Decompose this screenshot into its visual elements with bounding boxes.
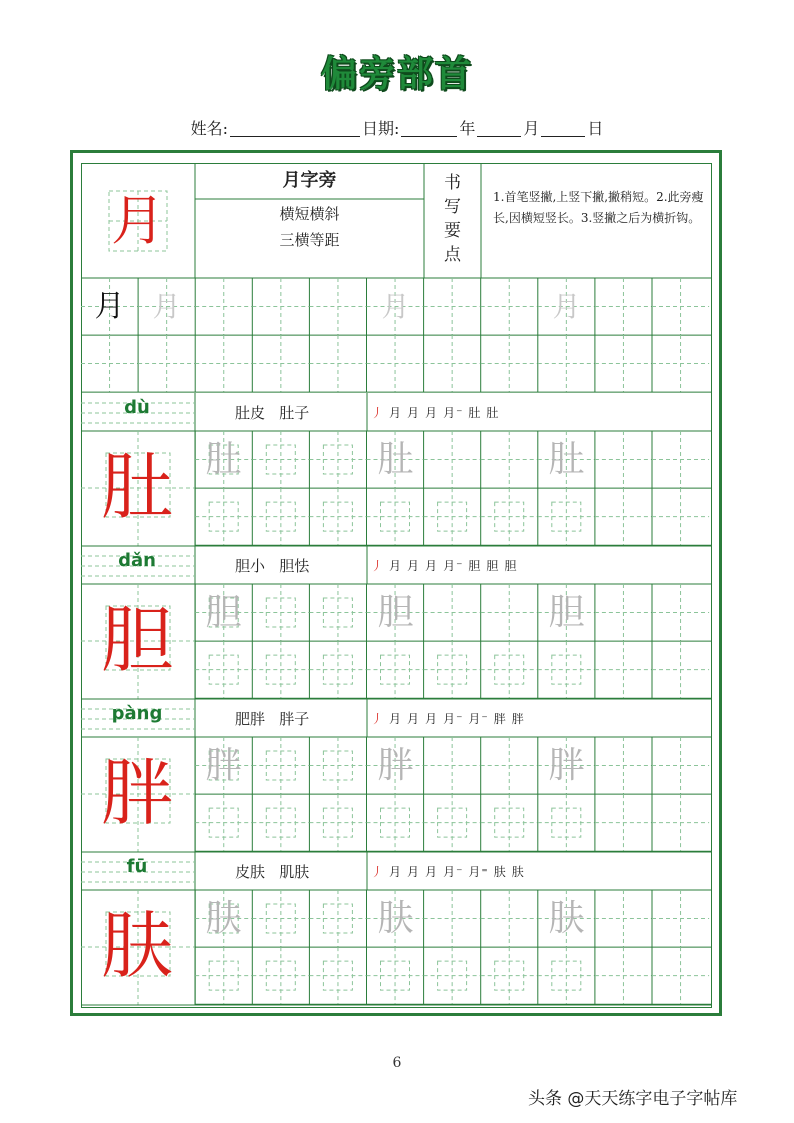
trace-char: 月 [552, 290, 581, 323]
trace-char: 肚 [377, 439, 414, 480]
example-words: 皮肤 肌肤 [235, 863, 310, 881]
stroke-step: 月 [425, 559, 439, 573]
date-label: 日期: [361, 119, 400, 138]
stroke-step: 胖 [493, 712, 507, 726]
trace-char: 胖 [205, 745, 242, 786]
example-words: 胆小 胆怯 [235, 557, 310, 575]
stroke-step: 丿 [371, 865, 385, 879]
name-label: 姓名: [190, 119, 228, 138]
large-model-char: 胖 [100, 751, 173, 835]
stroke-step: 月 [425, 865, 439, 879]
large-model-char: 胆 [100, 598, 173, 682]
month-label: 月 [523, 119, 540, 138]
model-char: 月 [94, 289, 125, 324]
trace-char: 胆 [548, 592, 585, 633]
trace-char: 肤 [548, 898, 585, 939]
key-points-text: 1.首笔竖撇,上竖下撇,撇稍短。2.此旁瘦长,因横短竖长。3.竖撇之后为横折钩。 [493, 190, 704, 225]
trace-char: 肤 [377, 898, 414, 939]
stroke-step: 月 [407, 559, 421, 573]
key-points-label [424, 171, 481, 267]
stroke-step: 肚 [486, 406, 500, 420]
stroke-step: 月⁻ [443, 712, 464, 726]
stroke-order [371, 557, 522, 574]
watermark: 头条 @天天练字电子字帖库 [528, 1089, 738, 1109]
practice-sheet [81, 163, 712, 1008]
stroke-step: 月 [407, 865, 421, 879]
stroke-step: 月 [389, 865, 403, 879]
stroke-step: 月 [425, 712, 439, 726]
trace-char: 胖 [377, 745, 414, 786]
day-blank [541, 122, 585, 137]
pinyin-label: dù [124, 397, 150, 418]
stroke-step: 月 [407, 406, 421, 420]
trace-char: 胖 [548, 745, 585, 786]
name-blank [230, 122, 360, 137]
stroke-step: 胆 [468, 559, 482, 573]
stroke-step: 月⁻ [443, 559, 464, 573]
trace-char: 月 [152, 290, 181, 323]
year-label: 年 [459, 119, 476, 138]
day-label: 日 [587, 119, 604, 138]
stroke-step: 肤 [493, 865, 507, 879]
stroke-step: 丿 [371, 712, 385, 726]
stroke-order [371, 404, 504, 421]
pinyin-label: pàng [111, 703, 163, 724]
stroke-step: 胆 [504, 559, 518, 573]
radical-name: 月字旁 [282, 170, 337, 191]
trace-char: 肤 [205, 898, 242, 939]
stroke-step: 月 [425, 406, 439, 420]
example-words: 肚皮 肚子 [235, 404, 310, 422]
stroke-step: 月 [407, 712, 421, 726]
student-info-line [0, 116, 794, 139]
trace-char: 胆 [377, 592, 414, 633]
large-model-char: 肚 [100, 445, 173, 529]
example-words: 肥胖 胖子 [235, 710, 310, 728]
stroke-step: 胆 [486, 559, 500, 573]
stroke-step: 肚 [468, 406, 482, 420]
trace-char: 肚 [205, 439, 242, 480]
stroke-step: 丿 [371, 406, 385, 420]
stroke-step: 丿 [371, 559, 385, 573]
stroke-step: 月 [389, 406, 403, 420]
key-points-label-char: 写 [444, 197, 461, 217]
key-points-label-char: 书 [444, 173, 461, 193]
stroke-step: 月⁻ [443, 406, 464, 420]
stroke-step: 肤 [511, 865, 525, 879]
stroke-step: 月⁻ [443, 865, 464, 879]
stroke-step: 月⁻ [468, 712, 489, 726]
page-title: 偏旁部首 [320, 54, 473, 95]
radical-display-char: 月 [111, 189, 165, 252]
trace-char: 胆 [205, 592, 242, 633]
key-points-label-char: 点 [444, 245, 461, 265]
rule-line-1: 横短横斜 [279, 205, 340, 223]
stroke-order [371, 710, 530, 727]
stroke-step: 月⁼ [468, 865, 489, 879]
stroke-step: 胖 [511, 712, 525, 726]
stroke-order [371, 863, 530, 880]
trace-char: 肚 [548, 439, 585, 480]
large-model-char: 肤 [100, 904, 173, 988]
year-blank [401, 122, 457, 137]
trace-char: 月 [381, 290, 410, 323]
month-blank [477, 122, 521, 137]
stroke-step: 月 [389, 559, 403, 573]
pinyin-label: fū [126, 856, 148, 877]
pinyin-label: dǎn [118, 550, 156, 571]
stroke-step: 月 [389, 712, 403, 726]
key-points-label-char: 要 [444, 221, 461, 241]
rule-line-2: 三横等距 [279, 231, 340, 249]
page-number: 6 [392, 1055, 402, 1071]
